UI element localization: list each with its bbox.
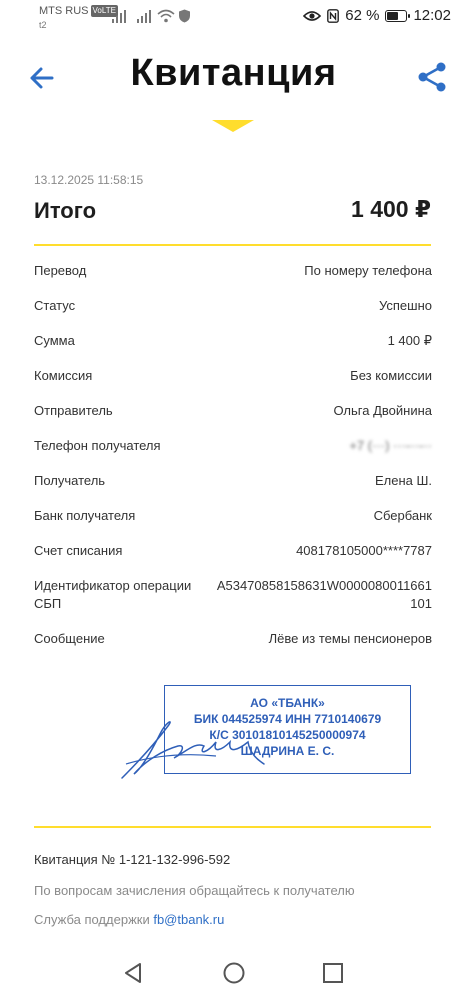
carrier-name (39, 5, 118, 17)
nfc-icon (327, 9, 339, 23)
detail-row-status (34, 297, 432, 315)
status-right (303, 7, 451, 24)
detail-row-commission (34, 367, 432, 385)
support-email-link[interactable]: fb@tbank.ru (153, 912, 225, 927)
recipient-note: По вопросам зачисления обращайтесь к получателю (34, 883, 355, 898)
detail-row-debit-account (34, 542, 432, 560)
detail-row-amount (34, 332, 432, 350)
eye-icon (303, 10, 321, 22)
detail-value: Ольга Двойнина (333, 403, 432, 418)
detail-value: Елена Ш. (374, 473, 432, 488)
detail-key: Перевод (34, 263, 87, 278)
detail-row-sender (34, 402, 432, 420)
stamp-line: К/С 30101810145250000974 (209, 728, 366, 742)
receipt-number: Квитанция № 1-121-132-996-592 (34, 852, 231, 867)
stamp-line: БИК 044525974 ИНН 7710140679 (193, 712, 382, 726)
detail-value: A53470858158631W0000080011661101 (216, 578, 432, 611)
wifi-icon (157, 9, 175, 23)
detail-value: Сбербанк (373, 508, 432, 523)
home-circle-icon[interactable] (221, 960, 247, 986)
detail-value-redacted: +7 (···) ···-··-·· (349, 438, 432, 453)
detail-key: Телефон получателя (34, 438, 161, 453)
detail-row-recipient-bank (34, 507, 432, 525)
detail-key: Отправитель (34, 403, 113, 418)
detail-key: Статус (34, 298, 76, 313)
detail-row-recipient-phone (34, 437, 432, 455)
detail-key: Банк получателя (34, 508, 136, 523)
detail-value: Успешно (379, 298, 432, 313)
receipt-datetime: 13.12.2025 11:58:15 (34, 173, 144, 187)
details-list (34, 262, 432, 665)
stamp-line: ШАДРИНА Е. С. (240, 744, 335, 758)
carrier2-name: t2 (39, 20, 47, 30)
divider-top (34, 244, 431, 246)
total-value: 1 400 ₽ (351, 196, 431, 222)
detail-row-recipient (34, 472, 432, 490)
support-line (34, 912, 224, 927)
back-triangle-icon[interactable] (120, 960, 146, 986)
detail-value: По номеру телефона (304, 263, 432, 278)
detail-key: Получатель (34, 473, 106, 488)
clock: 12:02 (413, 7, 451, 24)
detail-row-message (34, 630, 432, 648)
battery-icon (385, 10, 407, 22)
detail-value: 1 400 ₽ (387, 333, 432, 348)
carrier-label: MTS RUS (39, 5, 89, 17)
detail-row-transfer (34, 262, 432, 280)
battery-percent: 62 % (345, 7, 380, 24)
battery-fill (387, 12, 398, 20)
detail-key: Сумма (34, 333, 75, 348)
share-icon[interactable] (415, 60, 449, 94)
status-bar (0, 0, 467, 36)
shield-icon (178, 9, 191, 23)
divider-bottom (34, 826, 431, 828)
detail-row-sbp-id (34, 577, 432, 613)
detail-key: Счет списания (34, 543, 123, 558)
detail-value: Без комиссии (350, 368, 432, 383)
detail-key: Сообщение (34, 631, 105, 646)
header-triangle-decoration (212, 120, 254, 132)
detail-key: Идентификатор операции СБП (34, 578, 192, 611)
detail-key: Комиссия (34, 368, 93, 383)
support-label: Служба поддержки (34, 912, 154, 927)
signature (116, 712, 266, 788)
page-title: Квитанция (130, 52, 337, 94)
stamp-line: АО «ТБАНК» (250, 696, 325, 710)
volte-badge: VoLTE (92, 6, 116, 15)
recents-square-icon[interactable] (320, 960, 346, 986)
total-label: Итого (34, 198, 97, 223)
signal-2-icon (137, 9, 153, 23)
detail-value: Лёве из темы пенсионеров (268, 631, 432, 646)
system-nav-bar (0, 950, 467, 1000)
signal-icon (112, 9, 128, 23)
detail-value: 408178105000****7787 (296, 543, 432, 558)
